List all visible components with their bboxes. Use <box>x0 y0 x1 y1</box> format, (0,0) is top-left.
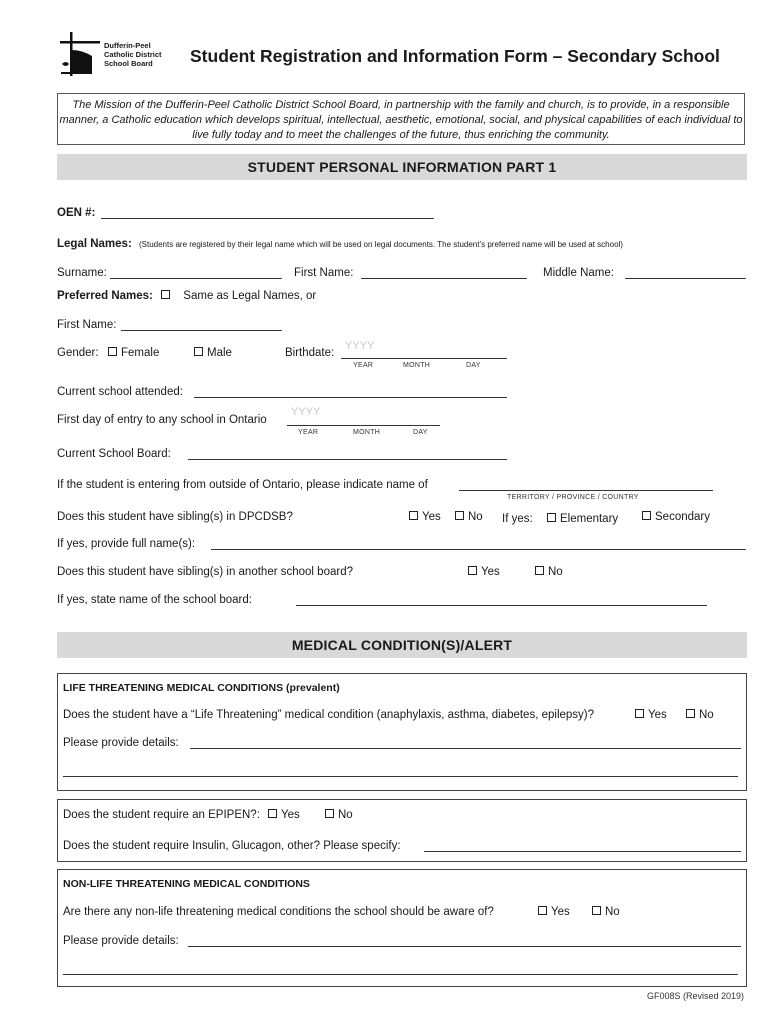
sibling-other-no-option[interactable] <box>535 566 563 578</box>
epipen-no-option[interactable] <box>325 809 353 821</box>
if-yes-label: If yes: <box>502 513 533 525</box>
first-name-input[interactable] <box>361 278 527 279</box>
page-title: Student Registration and Information Form – Secondary School <box>190 46 720 66</box>
birthdate-input[interactable] <box>341 358 507 359</box>
surname-label: Surname: <box>57 267 107 279</box>
non-life-details-input-line2[interactable] <box>63 974 738 975</box>
first-day-input[interactable] <box>287 425 440 426</box>
oen-label: OEN #: <box>57 207 96 219</box>
logo-line1: Dufferin-Peel <box>104 41 151 50</box>
elementary-checkbox[interactable] <box>547 513 556 522</box>
non-life-no-label: No <box>605 906 620 918</box>
non-life-details-input[interactable] <box>188 946 741 947</box>
life-no-label: No <box>699 709 714 721</box>
sibling-dpcdsb-no-option[interactable] <box>455 511 483 523</box>
legal-names-note: (Students are registered by their legal name which will be used on legal documents. The student’s preferred name will be used at school) <box>138 240 623 249</box>
male-label: Male <box>207 347 232 359</box>
legal-names-label: Legal Names: <box>57 238 132 250</box>
form-code-footer: GF008S (Revised 2019) <box>647 991 745 1001</box>
non-life-details-label: Please provide details: <box>63 935 179 947</box>
birthdate-month-caption: MONTH <box>403 362 431 369</box>
birthdate-day-caption: DAY <box>466 362 481 369</box>
life-details-label: Please provide details: <box>63 737 179 749</box>
male-checkbox[interactable] <box>194 347 203 356</box>
epipen-question: Does the student require an EPIPEN?: <box>63 809 260 821</box>
first-day-year-caption: YEAR <box>298 429 319 436</box>
epipen-box <box>57 799 747 862</box>
sibling-other-no-label: No <box>548 566 563 578</box>
life-no-option[interactable] <box>686 709 714 721</box>
first-day-year-hint: YYYY <box>291 406 321 418</box>
secondary-label: Secondary <box>655 511 710 523</box>
sibling-other-yes-checkbox[interactable] <box>468 566 477 575</box>
non-life-threatening-heading: NON-LIFE THREATENING MEDICAL CONDITIONS <box>63 878 310 890</box>
elementary-option[interactable] <box>547 513 618 525</box>
secondary-checkbox[interactable] <box>642 511 651 520</box>
insulin-question: Does the student require Insulin, Glucagon, other? Please specify: <box>63 840 401 852</box>
oen-input[interactable] <box>101 218 434 219</box>
current-board-input[interactable] <box>188 459 507 460</box>
non-life-yes-option[interactable] <box>538 906 570 918</box>
section-medical-header: MEDICAL CONDITION(S)/ALERT <box>57 632 747 658</box>
logo-line3: School Board <box>104 59 153 68</box>
life-yes-checkbox[interactable] <box>635 709 644 718</box>
non-life-no-checkbox[interactable] <box>592 906 601 915</box>
life-details-input-line2[interactable] <box>63 776 738 777</box>
same-as-legal-checkbox[interactable] <box>161 290 170 299</box>
life-no-checkbox[interactable] <box>686 709 695 718</box>
secondary-option[interactable] <box>642 511 710 523</box>
female-checkbox[interactable] <box>108 347 117 356</box>
epipen-yes-checkbox[interactable] <box>268 809 277 818</box>
middle-name-input[interactable] <box>625 278 746 279</box>
epipen-no-label: No <box>338 809 353 821</box>
outside-ontario-input[interactable] <box>459 490 713 491</box>
life-threatening-box <box>57 673 747 791</box>
elementary-label: Elementary <box>560 513 619 525</box>
surname-input[interactable] <box>110 278 282 279</box>
mission-statement: The Mission of the Dufferin-Peel Catholic District School Board, in partnership with the family and church, is to provide, in a responsible manner, a Catholic education which develops spiritual, intellectual, aesthetic, emotional, social, and physical capabilities of each individual to live fully today and to meet the challenges of the future, thus enriching the community. <box>57 93 745 145</box>
other-board-input[interactable] <box>296 605 707 606</box>
first-name-label: First Name: <box>294 267 354 279</box>
section-personal-info-header: STUDENT PERSONAL INFORMATION PART 1 <box>57 154 747 180</box>
epipen-no-checkbox[interactable] <box>325 809 334 818</box>
sibling-other-yes-option[interactable] <box>468 566 500 578</box>
sibling-dpcdsb-label: Does this student have sibling(s) in DPCDSB? <box>57 511 293 523</box>
birthdate-year-caption: YEAR <box>353 362 374 369</box>
birthdate-year-hint: YYYY <box>345 340 375 352</box>
life-yes-option[interactable] <box>635 709 667 721</box>
sibling-other-label: Does this student have sibling(s) in another school board? <box>57 566 353 578</box>
life-yes-label: Yes <box>648 709 667 721</box>
sibling-other-no-checkbox[interactable] <box>535 566 544 575</box>
first-day-label: First day of entry to any school in Ontario <box>57 414 267 426</box>
other-board-label: If yes, state name of the school board: <box>57 594 252 606</box>
female-label: Female <box>121 347 160 359</box>
non-life-no-option[interactable] <box>592 906 620 918</box>
logo-line2: Catholic District <box>104 50 162 59</box>
insulin-input[interactable] <box>424 851 741 852</box>
life-threatening-heading: LIFE THREATENING MEDICAL CONDITIONS (prevalent) <box>63 682 340 694</box>
birthdate-label: Birthdate: <box>285 347 335 359</box>
logo-text <box>104 41 162 68</box>
non-life-yes-checkbox[interactable] <box>538 906 547 915</box>
life-details-input[interactable] <box>190 748 741 749</box>
sibling-dpcdsb-yes-label: Yes <box>422 511 441 523</box>
sibling-other-yes-label: Yes <box>481 566 500 578</box>
non-life-yes-label: Yes <box>551 906 570 918</box>
non-life-threatening-box <box>57 869 747 987</box>
first-day-day-caption: DAY <box>413 429 428 436</box>
sibling-dpcdsb-no-checkbox[interactable] <box>455 511 464 520</box>
sibling-names-input[interactable] <box>211 549 746 550</box>
middle-name-label: Middle Name: <box>543 267 614 279</box>
current-school-label: Current school attended: <box>57 386 183 398</box>
current-school-input[interactable] <box>194 397 507 398</box>
preferred-names-label: Preferred Names: <box>57 290 153 302</box>
territory-caption: TERRITORY / PROVINCE / COUNTRY <box>507 494 639 501</box>
preferred-names-row <box>57 290 316 302</box>
life-threatening-question: Does the student have a “Life Threatening” medical condition (anaphylaxis, asthma, diabetes, epilepsy)? <box>63 709 595 721</box>
gender-female-option[interactable] <box>108 347 159 359</box>
preferred-first-name-label: First Name: <box>57 319 117 331</box>
legal-names-row <box>57 238 623 250</box>
gender-label: Gender: <box>57 347 99 359</box>
non-life-question: Are there any non-life threatening medical conditions the school should be aware of? <box>63 906 494 918</box>
sibling-dpcdsb-no-label: No <box>468 511 483 523</box>
current-board-label: Current School Board: <box>57 448 171 460</box>
same-as-legal-label: Same as Legal Names, or <box>183 290 317 302</box>
outside-ontario-label: If the student is entering from outside of Ontario, please indicate name of <box>57 479 428 491</box>
sibling-dpcdsb-yes-option[interactable] <box>409 511 441 523</box>
sibling-dpcdsb-yes-checkbox[interactable] <box>409 511 418 520</box>
preferred-first-name-input[interactable] <box>121 330 282 331</box>
first-day-month-caption: MONTH <box>353 429 381 436</box>
gender-male-option[interactable] <box>194 347 232 359</box>
epipen-yes-label: Yes <box>281 809 300 821</box>
cross-logo-icon <box>58 30 104 80</box>
epipen-yes-option[interactable] <box>268 809 300 821</box>
sibling-names-label: If yes, provide full name(s): <box>57 538 196 550</box>
